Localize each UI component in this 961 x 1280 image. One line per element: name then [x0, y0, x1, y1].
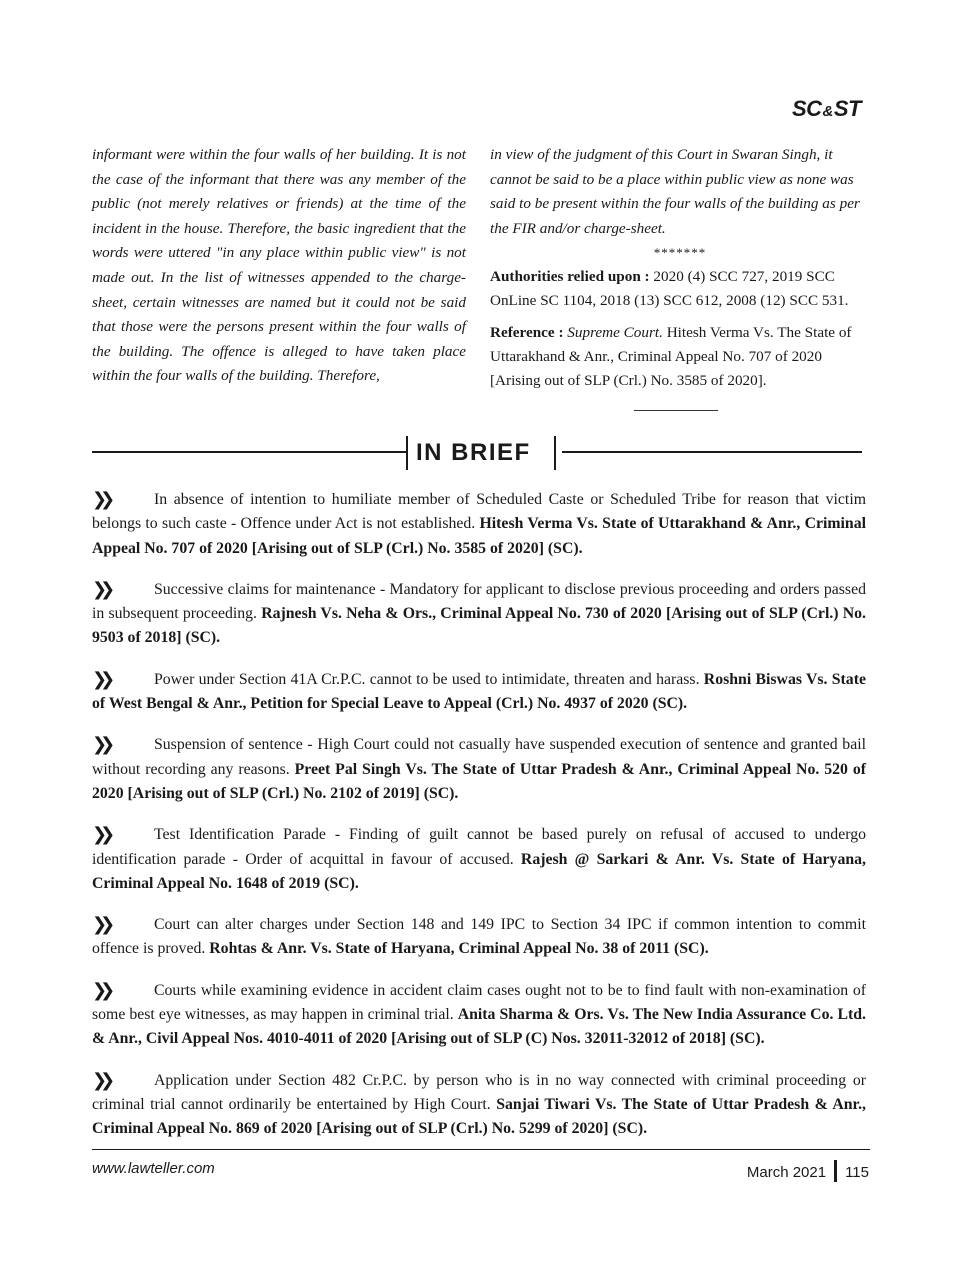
double-chevron-icon: ❯❯: [92, 824, 109, 846]
in-brief-item: [92, 1069, 866, 1142]
heading-rule-right: [562, 451, 862, 453]
in-brief-item-citation: Sanjai Tiwari Vs. The State of Uttar Pradesh & Anr., Criminal Appeal No. 869 of 2020 [Arising out of SLP (Crl.) No. 5299 of 2020] (SC).: [92, 1095, 866, 1138]
double-chevron-icon: ❯❯: [92, 578, 109, 600]
in-brief-item: [92, 668, 866, 717]
right-column-text: in view of the judgment of this Court in Swaran Singh, it cannot be said to be a place within public view as none was said to be present within the four walls of the building as per the FIR and/or charge-sheet.: [490, 146, 860, 237]
in-brief-item-citation: Rajesh @ Sarkari & Anr. Vs. State of Haryana, Criminal Appeal No. 1648 of 2019 (SC).: [92, 850, 866, 892]
in-brief-item: [92, 488, 866, 561]
authorities-text: 2020 (4) SCC 727, 2019 SCC OnLine SC 1104, 2018 (13) SCC 612, 2008 (12) SCC 531.: [490, 268, 849, 310]
in-brief-item-text: Test Identification Parade - Finding of guilt cannot be based purely on refusal of accused to undergo identification parade - Order of acquittal in favour of accused.: [92, 826, 866, 868]
heading-bracket-right: [554, 436, 556, 470]
end-rule: [634, 410, 718, 411]
in-brief-item-text: Court can alter charges under Section 148 and 149 IPC to Section 34 IPC if common intention to commit offence is proved.: [92, 916, 866, 958]
page-number: 115: [845, 1164, 869, 1181]
in-brief-item-text: Application under Section 482 Cr.P.C. by person who is in no way connected with criminal proceeding or criminal trial cannot ordinarily be entertained by High Court.: [92, 1071, 866, 1113]
in-brief-item-text: Courts while examining evidence in accident claim cases ought not to be to find fault with non-examination of some best eye witnesses, as may happen in criminal trial.: [92, 981, 866, 1024]
in-brief-list: [92, 488, 866, 1159]
section-separator-stars: *******: [653, 245, 707, 261]
in-brief-item-text: Power under Section 41A Cr.P.C. cannot to be used to intimidate, threaten and harass.: [154, 670, 704, 688]
in-brief-item-text: Successive claims for maintenance - Mandatory for applicant to disclose previous proceeding and orders passed in subsequent proceeding.: [92, 580, 866, 623]
in-brief-item-citation: Preet Pal Singh Vs. The State of Uttar Pradesh & Anr., Criminal Appeal No. 520 of 2020 [Arising out of SLP (Crl.) No. 2102 of 2019] (SC).: [92, 760, 866, 802]
in-brief-item: [92, 578, 866, 651]
footer-website: www.lawteller.com: [92, 1160, 215, 1177]
heading-bracket-left: [406, 436, 408, 470]
in-brief-item-citation: Rajnesh Vs. Neha & Ors., Criminal Appeal No. 730 of 2020 [Arising out of SLP (Crl.) No. 9503 of 2018] (SC).: [92, 605, 866, 647]
in-brief-item-citation: Roshni Biswas Vs. State of West Bengal & Anr., Petition for Special Leave to Appeal (Crl.) No. 4937 of 2020 (SC).: [92, 670, 866, 713]
in-brief-item: [92, 913, 866, 962]
in-brief-title: IN BRIEF: [416, 439, 531, 466]
reference-court: Supreme Court.: [567, 324, 663, 342]
footer-issue-page: [747, 1160, 869, 1182]
in-brief-item-citation: Hitesh Verma Vs. State of Uttarakhand & Anr., Criminal Appeal No. 707 of 2020 [Arising out of SLP (Crl.) No. 3585 of 2020] (SC).: [92, 515, 867, 557]
double-chevron-icon: ❯❯: [92, 489, 109, 510]
reference: [490, 321, 870, 393]
in-brief-heading-bar: [92, 436, 862, 472]
double-chevron-icon: ❯❯: [92, 914, 109, 936]
in-brief-item-text: In absence of intention to humiliate member of Scheduled Caste or Scheduled Tribe for reason that victim belongs to such caste - Offence under Act is not established.: [92, 491, 866, 533]
in-brief-item: [92, 823, 866, 896]
footer-rule: [92, 1149, 870, 1150]
in-brief-item-citation: Rohtas & Anr. Vs. State of Haryana, Criminal Appeal No. 38 of 2011 (SC).: [209, 940, 709, 958]
reference-text: Hitesh Verma Vs. The State of Uttarakhand & Anr., Criminal Appeal No. 707 of 2020 [Arising out of SLP (Crl.) No. 3585 of 2020].: [490, 324, 852, 390]
footer-separator: [834, 1160, 837, 1182]
footer-issue: March 2021: [746, 1164, 827, 1181]
authorities-label: Authorities relied upon :: [490, 268, 650, 286]
double-chevron-icon: ❯❯: [92, 979, 109, 1001]
double-chevron-icon: ❯❯: [92, 668, 109, 690]
in-brief-item-citation: Anita Sharma & Ors. Vs. The New India Assurance Co. Ltd. & Anr., Civil Appeal Nos. 4010-4011 of 2020 [Arising out of SLP (C) Nos. 32011-32012 of 2018] (SC).: [92, 1006, 866, 1048]
authorities-relied-upon: [490, 265, 870, 313]
left-column-text: informant were within the four walls of her building. It is not the case of the informant that there was any member of the public (not merely relatives or friends) at the time of the incident in the house. Therefore, the basic ingredient that the words were uttered "in any place within public view" is not made out. In the list of witnesses appended to the charge-sheet, certain witnesses are named but it could not be said that those were the persons present within the four walls of the building. The offence is alleged to have taken place within the four walls of the building. Therefore,: [92, 146, 466, 385]
in-brief-item: [92, 979, 866, 1052]
journal-section-title: SC&ST: [791, 96, 861, 121]
double-chevron-icon: ❯❯: [92, 734, 109, 756]
in-brief-item-text: Suspension of sentence - High Court could not casually have suspended execution of sentence and granted bail without recording any reasons.: [92, 736, 866, 778]
heading-rule-left: [92, 451, 406, 453]
in-brief-item: [92, 733, 866, 806]
double-chevron-icon: ❯❯: [92, 1069, 109, 1091]
reference-label: Reference :: [490, 324, 564, 342]
right-column: [490, 143, 870, 411]
